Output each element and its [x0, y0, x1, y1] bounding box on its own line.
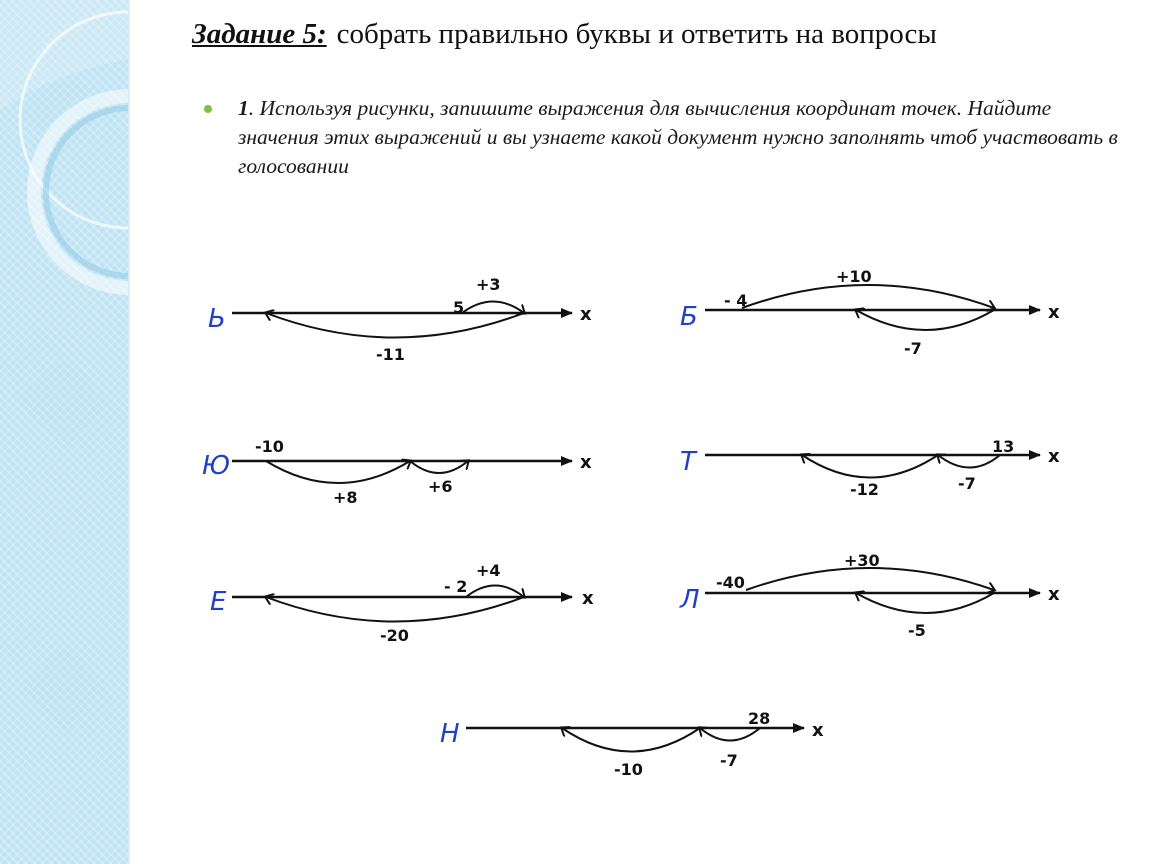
jump-arc	[466, 586, 524, 598]
jump-arc	[742, 285, 994, 308]
diagram-te	[680, 437, 1060, 499]
step-label: +3	[476, 275, 501, 294]
step-label: -20	[380, 626, 409, 645]
axis-label: x	[582, 588, 594, 609]
diagram-ye	[210, 561, 594, 645]
axis-label: x	[580, 452, 592, 473]
step-label: -7	[904, 339, 922, 358]
title-task-label: Задание 5:	[192, 18, 327, 50]
diagram-el	[679, 551, 1060, 640]
start-coordinate: - 4	[724, 291, 748, 310]
step-label: +30	[844, 551, 880, 570]
diagram-yu	[202, 437, 592, 507]
jump-arc	[410, 461, 468, 473]
axis-label: x	[1048, 446, 1060, 467]
axis-label: x	[1048, 584, 1060, 605]
start-coordinate: 28	[748, 709, 771, 728]
axis-label: x	[1048, 302, 1060, 323]
start-coordinate: -40	[716, 573, 745, 592]
step-label: -10	[614, 760, 643, 779]
diagram-letter: Е	[210, 587, 227, 617]
jump-arc	[266, 461, 410, 483]
start-coordinate: -10	[255, 437, 284, 456]
diagram-letter: Ь	[208, 304, 226, 334]
step-label: +8	[333, 488, 358, 507]
task-description: . Используя рисунки, запишите выражения для вычисления координат точек. Найдите значения этих выражений и вы узнаете какой документ нужно заполнять чтоб участвовать в голосовании	[238, 96, 1118, 178]
step-label: -7	[720, 751, 738, 770]
axis-label: x	[812, 720, 824, 741]
diagram-letter: Л	[680, 585, 700, 615]
jump-arc	[266, 313, 524, 338]
start-coordinate: 5	[453, 298, 465, 317]
jump-arc	[462, 302, 524, 314]
jump-arc	[562, 728, 700, 752]
step-label: -11	[376, 345, 405, 364]
diagram-letter: Н	[440, 719, 460, 749]
step-label: -7	[958, 474, 976, 493]
step-label: -5	[908, 621, 926, 640]
step-label: -12	[850, 480, 879, 499]
diagram-letter: Т	[680, 447, 696, 477]
jump-arc	[856, 310, 994, 330]
start-coordinate: - 2	[444, 577, 468, 596]
jump-arc	[700, 728, 760, 741]
diagram-soft-sign	[208, 275, 592, 364]
task-number: 1	[238, 96, 249, 120]
jump-arc	[856, 593, 994, 613]
diagram-be	[680, 267, 1060, 358]
step-label: +4	[476, 561, 501, 580]
title-text: собрать правильно буквы и ответить на вопросы	[336, 18, 937, 50]
axis-label: x	[580, 304, 592, 325]
jump-arc	[746, 568, 994, 590]
jump-arc	[266, 597, 524, 622]
step-label: +10	[836, 267, 872, 286]
start-coordinate: 13	[992, 437, 1015, 456]
diagram-letter: Б	[680, 302, 698, 332]
jump-arc	[938, 455, 1000, 468]
diagram-letter: Ю	[202, 451, 231, 481]
jump-arc	[802, 455, 938, 478]
step-label: +6	[428, 477, 453, 496]
diagram-en	[440, 709, 824, 779]
